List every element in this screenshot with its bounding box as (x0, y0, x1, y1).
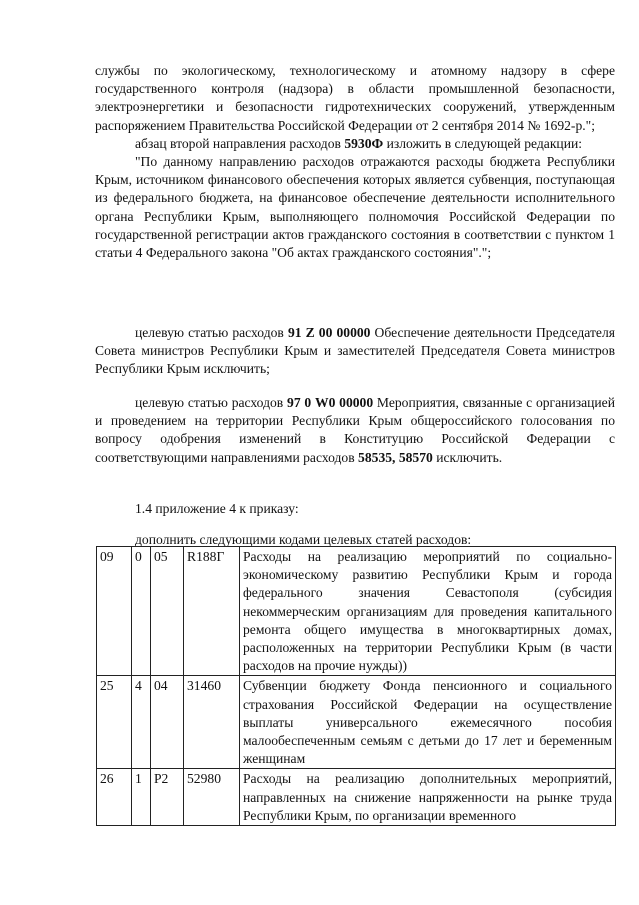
code-cell-3: Р2 (151, 769, 184, 826)
code-cell-3: 05 (151, 547, 184, 676)
paragraph-2 (95, 135, 615, 153)
description-cell: Расходы на реализацию дополнительных мероприятий, направленных на снижение напряженности на рынке труда Республики Крым, по организации временного (240, 769, 616, 826)
code-cell-2: 1 (132, 769, 151, 826)
code-cell-3: 04 (151, 676, 184, 769)
body-text-4 (95, 500, 615, 518)
direction-code: 5930Ф (344, 135, 384, 151)
body-text-3 (95, 394, 615, 467)
code-cell-1: 26 (97, 769, 132, 826)
code-cell-4: R188Г (184, 547, 240, 676)
code-cell-1: 25 (97, 676, 132, 769)
paragraph-5-pre: целевую статью расходов (135, 395, 288, 410)
table-row (97, 769, 616, 826)
table-row (97, 547, 616, 676)
direction-codes: 58535, 58570 (358, 449, 433, 465)
description-cell: Субвенции бюджету Фонда пенсионного и социального страхования Российской Федерации на осуществление выплаты универсального ежемесячного пособия малообеспеченным семьям с детьми до 17 лет и беременным женщинам (240, 676, 616, 769)
paragraph-6: 1.4 приложение 4 к приказу: (135, 501, 299, 516)
paragraph-1: службы по экологическому, технологическому и атомному надзору в сфере государственного контроля (надзора) в области промышленной безопасности, электроэнергетики и безопасности гидротехнических сооружений, утвержденным распоряжением Правительства Российской Федерации от 2 сентября 2014 № 1692-р."; (95, 63, 615, 133)
paragraph-3: "По данному направлению расходов отражаются расходы бюджета Республики Крым, источником финансового обеспечения которых является субвенция, поступающая из федерального бюджета, на финансовое обеспечение деятельности исполнительного органа Республики Крым, выполняющего полномочия Российской Федерации по государственной регистрации актов гражданского состояния в соответствии с пунктом 1 статьи 4 Федерального закона "Об актах гражданского состояния"."; (95, 154, 615, 261)
body-text (95, 62, 615, 262)
paragraph-5 (95, 394, 615, 467)
body-text-2 (95, 324, 615, 379)
codes-table (96, 546, 616, 826)
target-article-code-1: 91 Z 00 00000 (287, 325, 371, 340)
code-cell-2: 4 (132, 676, 151, 769)
paragraph-4 (95, 324, 615, 379)
code-cell-4: 52980 (184, 769, 240, 826)
code-cell-4: 31460 (184, 676, 240, 769)
target-article-code-2: 97 0 W0 00000 (287, 395, 374, 410)
paragraph-4-post: Обеспечение деятельности Председателя Совета министров Республики Крым и заместителей Председателя Совета министров Республики Крым исключить; (95, 325, 615, 377)
table-row (97, 676, 616, 769)
paragraph-2-pre: абзац второй направления расходов (135, 135, 345, 151)
paragraph-4-pre: целевую статью расходов (135, 325, 288, 340)
code-cell-2: 0 (132, 547, 151, 676)
paragraph-5-end: исключить. (432, 449, 503, 465)
paragraph-2-post: изложить в следующей редакции: (383, 135, 583, 151)
code-cell-1: 09 (97, 547, 132, 676)
paragraph-5-post: Мероприятия, связанные с организацией и проведением на территории Республики Крым общероссийского голосования по вопросу одобрения изменений в Конституцию Российской Федерации с соответствующими направлениями расходов (95, 395, 615, 465)
paragraph-7: дополнить следующими кодами целевых статей расходов: (135, 532, 472, 547)
description-cell: Расходы на реализацию мероприятий по социально-экономическому развитию Республики Крым и города федерального значения Севастополя (субсидия некоммерческим организациям для проведения капитального ремонта общего имущества в многоквартирных домах, расположенных на территории Республики Крым (в части расходов на прочие нужды)) (240, 547, 616, 676)
